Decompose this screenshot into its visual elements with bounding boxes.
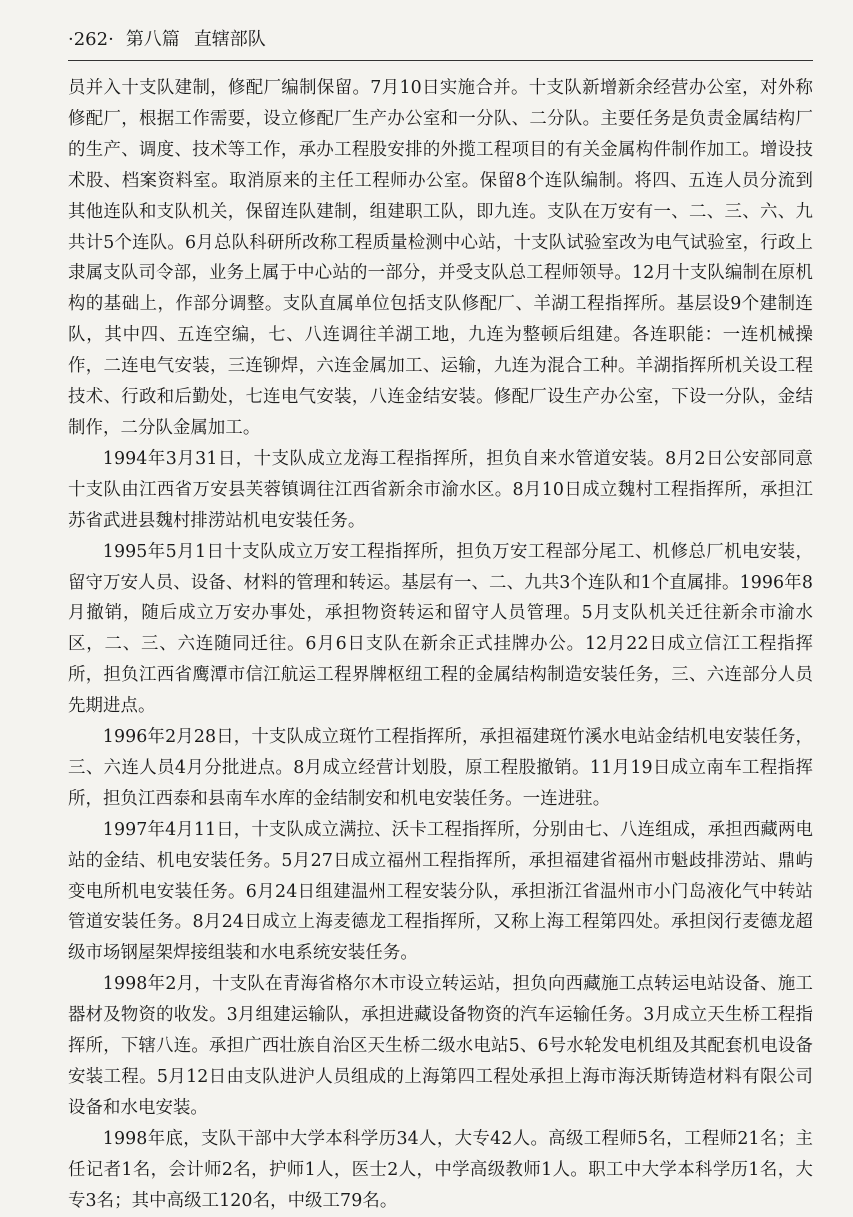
paragraph: 1998年2月，十支队在青海省格尔木市设立转运站，担负向西藏施工点转运电站设备、施工器材及物资的收发。3月组建运输队，承担进藏设备物资的汽车运输任务。3月成立天生桥工程指挥所，下辖八连。承担广西壮族自治区天生桥二级水电站5、6号水轮发电机组及其配套机电设备安装工程。5月12日由支队进沪人员组成的上海第四工程处承担上海市海沃斯铸造材料有限公司设备和水电安装。 — [68, 974, 813, 1118]
paragraph: 1996年2月28日，十支队成立斑竹工程指挥所，承担福建斑竹溪水电站金结机电安装任务，三、六连人员4月分批进点。8月成立经营计划股，原工程股撤销。11月19日成立南车工程指挥所，担负江西泰和县南车水库的金结制安和机电安装任务。一连进驻。 — [68, 727, 813, 809]
page-number: ·262· — [68, 29, 114, 50]
header-rule — [68, 60, 813, 61]
paragraph: 1998年底，支队干部中大学本科学历34人，大专42人。高级工程师5名，工程师21名；主任记者1名，会计师2名，护师1人，医士2人，中学高级教师1人。职工中大学本科学历1名，大专3名；其中高级工120名，中级工79名。 — [68, 1128, 813, 1211]
paragraph: 员并入十支队建制，修配厂编制保留。7月10日实施合并。十支队新增新余经营办公室，对外称修配厂，根据工作需要，设立修配厂生产办公室和一分队、二分队。主要任务是负责金属结构厂的生产、调度、技术等工作，承办工程股安排的外揽工程项目的有关金属构件制作加工。增设技术股、档案资料室。取消原来的主任工程师办公室。保留8个连队编制。将四、五连人员分流到其他连队和支队机关，保留连队建制，组建职工队，即九连。支队在万安有一、二、三、六、九共计5个连队。6月总队科研所改称工程质量检测中心站，十支队试验室改为电气试验室，行政上隶属支队司令部，业务上属于中心站的一部分，并受支队总工程师领导。12月十支队编制在原机构的基础上，作部分调整。支队直属单位包括支队修配厂、羊湖工程指挥所。基层设9个建制连队，其中四、五连空编，七、八连调往羊湖工地，九连为整顿后组建。各连职能：一连机械操作，二连电气安装，三连铆焊，六连金属加工、运输，九连为混合工种。羊湖指挥所机关设工程技术、行政和后勤处，七连电气安装，八连金结安装。修配厂设生产办公室，下设一分队，金结制作，二分队金属加工。 — [68, 78, 813, 438]
body-text — [68, 73, 813, 1217]
chapter-title: 直辖部队 — [193, 29, 266, 50]
running-head — [68, 28, 813, 58]
paragraph: 1997年4月11日，十支队成立满拉、沃卡工程指挥所，分别由七、八连组成，承担西藏两电站的金结、机电安装任务。5月27日成立福州工程指挥所，承担福建省福州市魁歧排涝站、鼎屿变电所机电安装任务。6月24日组建温州工程安装分队，承担浙江省温州市小门岛液化气中转站管道安装任务。8月24日成立上海麦德龙工程指挥所，又称上海工程第四处。承担闵行麦德龙超级市场钢屋架焊接组装和水电系统安装任务。 — [68, 819, 813, 964]
paragraph: 1994年3月31日，十支队成立龙海工程指挥所，担负自来水管道安装。8月2日公安部同意十支队由江西省万安县芙蓉镇调往江西省新余市渝水区。8月10日成立魏村工程指挥所，承担江苏省武进县魏村排涝站机电安装任务。 — [68, 448, 813, 531]
part-label: 第八篇 — [125, 29, 180, 50]
paragraph: 1995年5月1日十支队成立万安工程指挥所，担负万安工程部分尾工、机修总厂机电安装，留守万安人员、设备、材料的管理和转运。基层有一、二、九共3个连队和1个直属排。1996年8月撤销，随后成立万安办事处，承担物资转运和留守人员管理。5月支队机关迁往新余市渝水区，二、三、六连随同迁往。6月6日支队在新余正式挂牌办公。12月22日成立信江工程指挥所，担负江西省鹰潭市信江航运工程界牌枢纽工程的金属结构制造安装任务，三、六连部分人员先期进点。 — [68, 541, 813, 717]
